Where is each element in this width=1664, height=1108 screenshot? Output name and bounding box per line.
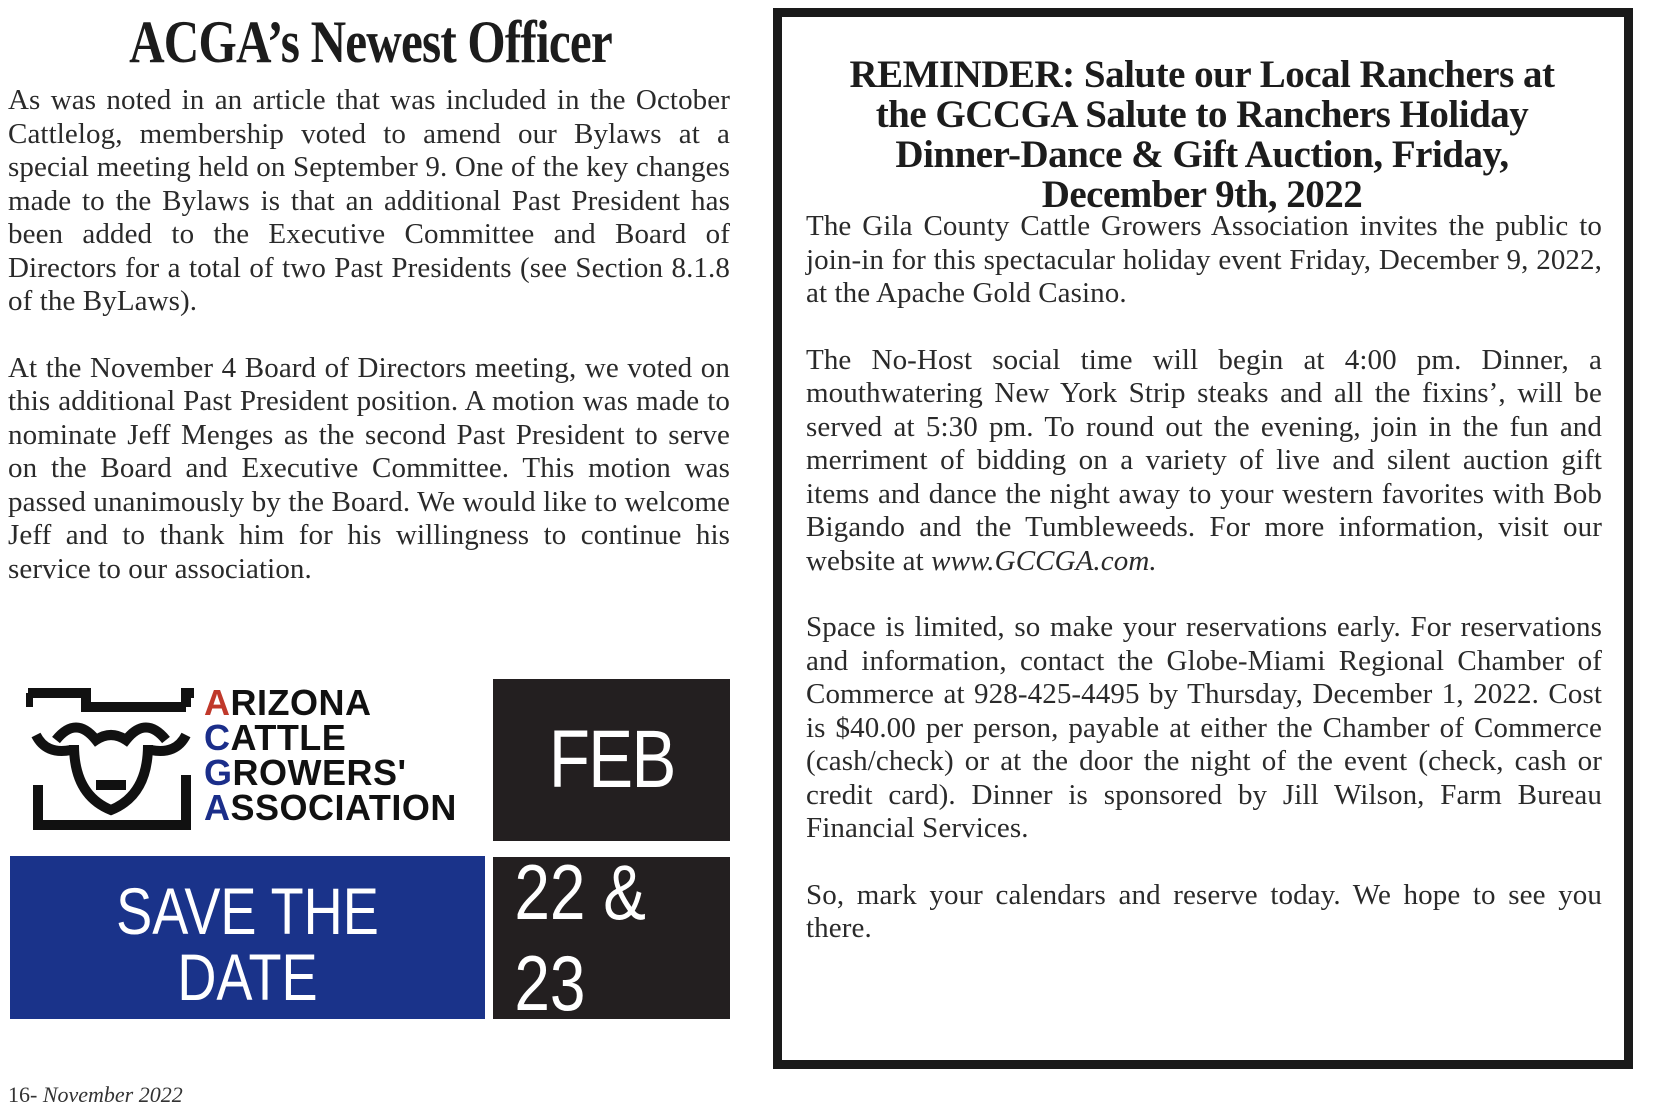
- reminder-paragraph-4: So, mark your calendars and reserve today. We hope to see you there.: [806, 878, 1602, 944]
- article-body: [8, 84, 730, 586]
- logo-line-4: ASSOCIATION: [204, 787, 457, 828]
- article-title: ACGA’s Newest Officer: [129, 9, 612, 75]
- cattle-brand-icon: [26, 685, 196, 835]
- save-the-date-label: SAVE THE DATE: [116, 874, 379, 1014]
- page-footer: [8, 1082, 183, 1108]
- reminder-paragraph-2: The No-Host social time will begin at 4:00 pm. Dinner, a mouthwatering New York Strip steaks and all the fixins’, will be served at 5:30 pm. To round out the evening, join in the fun and merriment of bidding on a variety of live and silent auction gift items and dance the night away to your western favorites with Bob Bigando and the Tumbleweeds. For more information, visit our website at www.GCCGA.com.: [806, 343, 1602, 577]
- days-box: [493, 848, 730, 1027]
- month-label: FEB: [548, 714, 675, 805]
- event-label: WINTER MEETING: [67, 1013, 428, 1069]
- event-label-wrap: [10, 1013, 485, 1069]
- left-column: [8, 0, 733, 585]
- reminder-body: [806, 210, 1602, 946]
- article-paragraph-2: At the November 4 Board of Directors meeting, we voted on this additional Past President position. A motion was made to nominate Jeff Menges as the second Past President to serve on the Board and Executive Committee. This motion was passed unanimously by the Board. We would like to welcome Jeff and to thank him for his willingness to continue his service to our association.: [8, 351, 730, 585]
- acga-logo: [26, 682, 486, 835]
- article-paragraph-1: As was noted in an article that was included in the October Cattlelog, membership voted to amend our Bylaws at a special meeting held on September 9. One of the key changes made to the Bylaws is that an additional Past President has been added to the Executive Committee and Board of Directors for a total of two Past Presidents (see Section 8.1.8 of the ByLaws).: [8, 84, 730, 317]
- logo-line-1: ARIZONA: [204, 682, 372, 723]
- reminder-title: REMINDER: Salute our Local Ranchers at the GCCGA Salute to Ranchers Holiday Dinner-Dance & Gift Auction, Friday, December 9th, 2022: [849, 53, 1555, 216]
- issue-date: November 2022: [42, 1082, 183, 1107]
- reminder-paragraph-1: The Gila County Cattle Growers Association invites the public to join-in for this spectacular holiday event Friday, December 9, 2022, at the Apache Gold Casino.: [806, 210, 1602, 309]
- logo-wordmark: [204, 682, 457, 828]
- month-box: [493, 679, 730, 841]
- website-link[interactable]: www.GCCGA.com.: [931, 544, 1157, 577]
- logo-line-2: CATTLE: [204, 717, 347, 758]
- reminder-box: [773, 8, 1633, 1069]
- reminder-paragraph-3: Space is limited, so make your reservations early. For reservations and information, contact the Globe-Miami Regional Chamber of Commerce at 928-425-4495 by Thursday, December 1, 2022. Cost is $40.00 per person, payable at either the Chamber of Commerce (cash/check) or at the door the night of the event (check, cash or credit card). Dinner is sponsored by Jill Wilson, Farm Bureau Financial Services.: [806, 611, 1602, 844]
- save-the-date-box: [10, 856, 485, 1069]
- days-label: 22 & 23: [514, 848, 646, 1027]
- page-number: 16-: [8, 1082, 38, 1107]
- logo-line-3: GROWERS': [204, 752, 407, 793]
